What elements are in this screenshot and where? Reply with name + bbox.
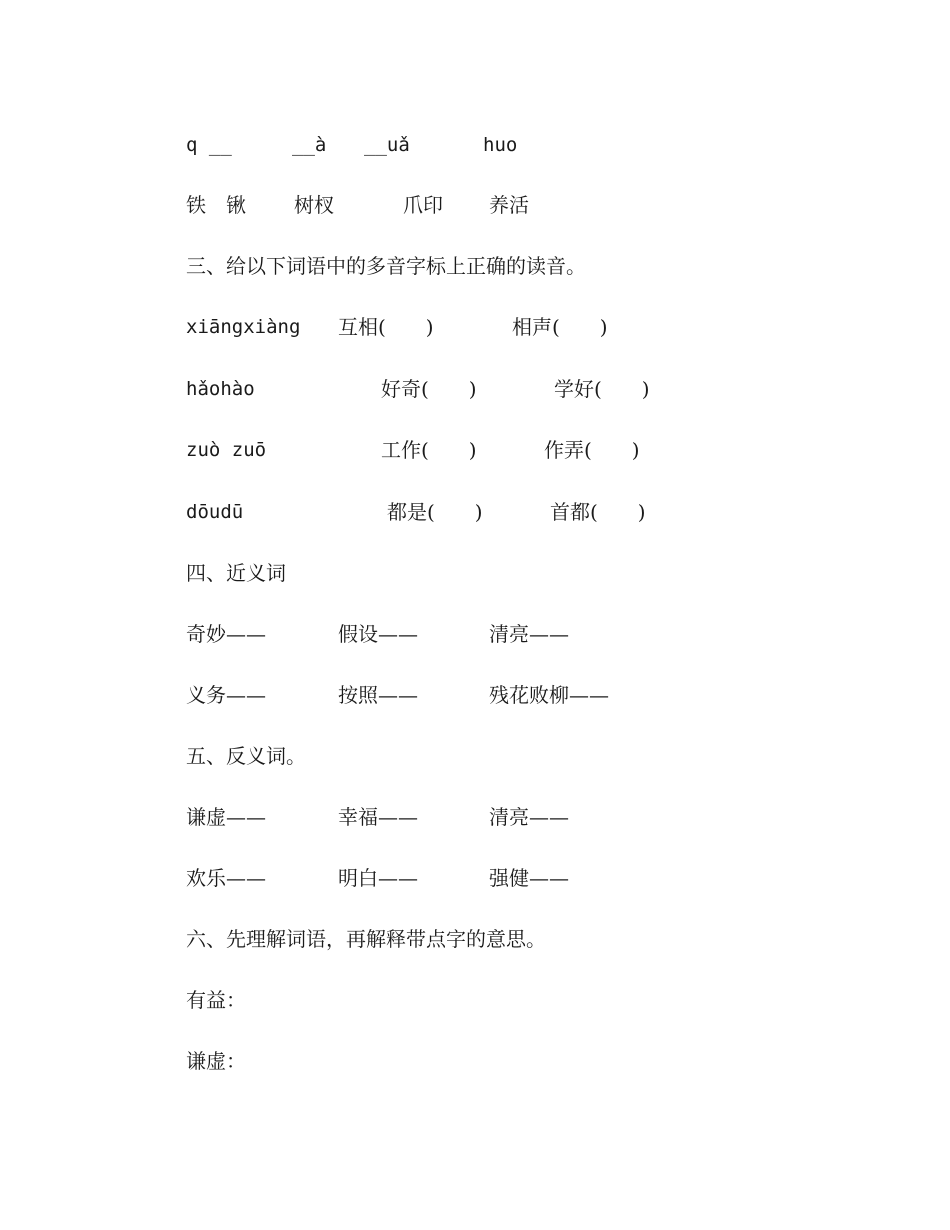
synonym-item: 假设—— [338, 622, 418, 646]
polyphone-word-2: 作弄( ) [544, 438, 640, 462]
word-shucha: 树杈 [294, 193, 334, 217]
antonym-item: 清亮—— [489, 805, 569, 829]
synonym-item: 奇妙—— [186, 622, 266, 646]
antonym-item: 明白—— [338, 866, 418, 890]
pinyin-blank-1: q __ [186, 134, 232, 156]
polyphone-word-1: 都是( ) [387, 500, 483, 524]
synonym-item: 清亮—— [489, 622, 569, 646]
synonym-item: 义务—— [186, 683, 266, 707]
explain-item-qianxu: 谦虚： [186, 1049, 246, 1073]
pinyin-blank-3: __uǎ [364, 134, 410, 156]
polyphone-word-2: 相声( ) [512, 315, 608, 339]
polyphone-word-1: 工作( ) [381, 438, 477, 462]
polyphone-word-2: 首都( ) [550, 500, 646, 524]
section4-heading: 四、近义词 [186, 561, 286, 585]
pinyin-blank-2: __à [292, 134, 327, 156]
word-yanghuo: 养活 [489, 193, 529, 217]
polyphone-pinyin: zuò zuō [186, 439, 267, 461]
synonym-item: 残花败柳—— [489, 683, 609, 707]
pinyin-blank-4: huo [483, 134, 518, 156]
polyphone-word-2: 学好( ) [554, 377, 650, 401]
antonym-item: 幸福—— [338, 805, 418, 829]
polyphone-word-1: 互相( ) [338, 315, 434, 339]
section3-heading: 三、给以下词语中的多音字标上正确的读音。 [186, 254, 586, 278]
antonym-item: 欢乐—— [186, 866, 266, 890]
antonym-item: 强健—— [489, 866, 569, 890]
polyphone-pinyin: dōudū [186, 501, 244, 523]
section5-heading: 五、反义词。 [186, 744, 306, 768]
word-zhuayin: 爪印 [403, 193, 443, 217]
polyphone-pinyin: hǎohào [186, 378, 255, 400]
antonym-item: 谦虚—— [186, 805, 266, 829]
synonym-item: 按照—— [338, 683, 418, 707]
word-tiexiao: 铁 锹 [186, 193, 246, 217]
explain-item-youyi: 有益： [186, 988, 246, 1012]
polyphone-word-1: 好奇( ) [381, 377, 477, 401]
section6-heading: 六、先理解词语，再解释带点字的意思。 [186, 927, 546, 951]
polyphone-pinyin: xiāngxiàng [186, 316, 301, 338]
